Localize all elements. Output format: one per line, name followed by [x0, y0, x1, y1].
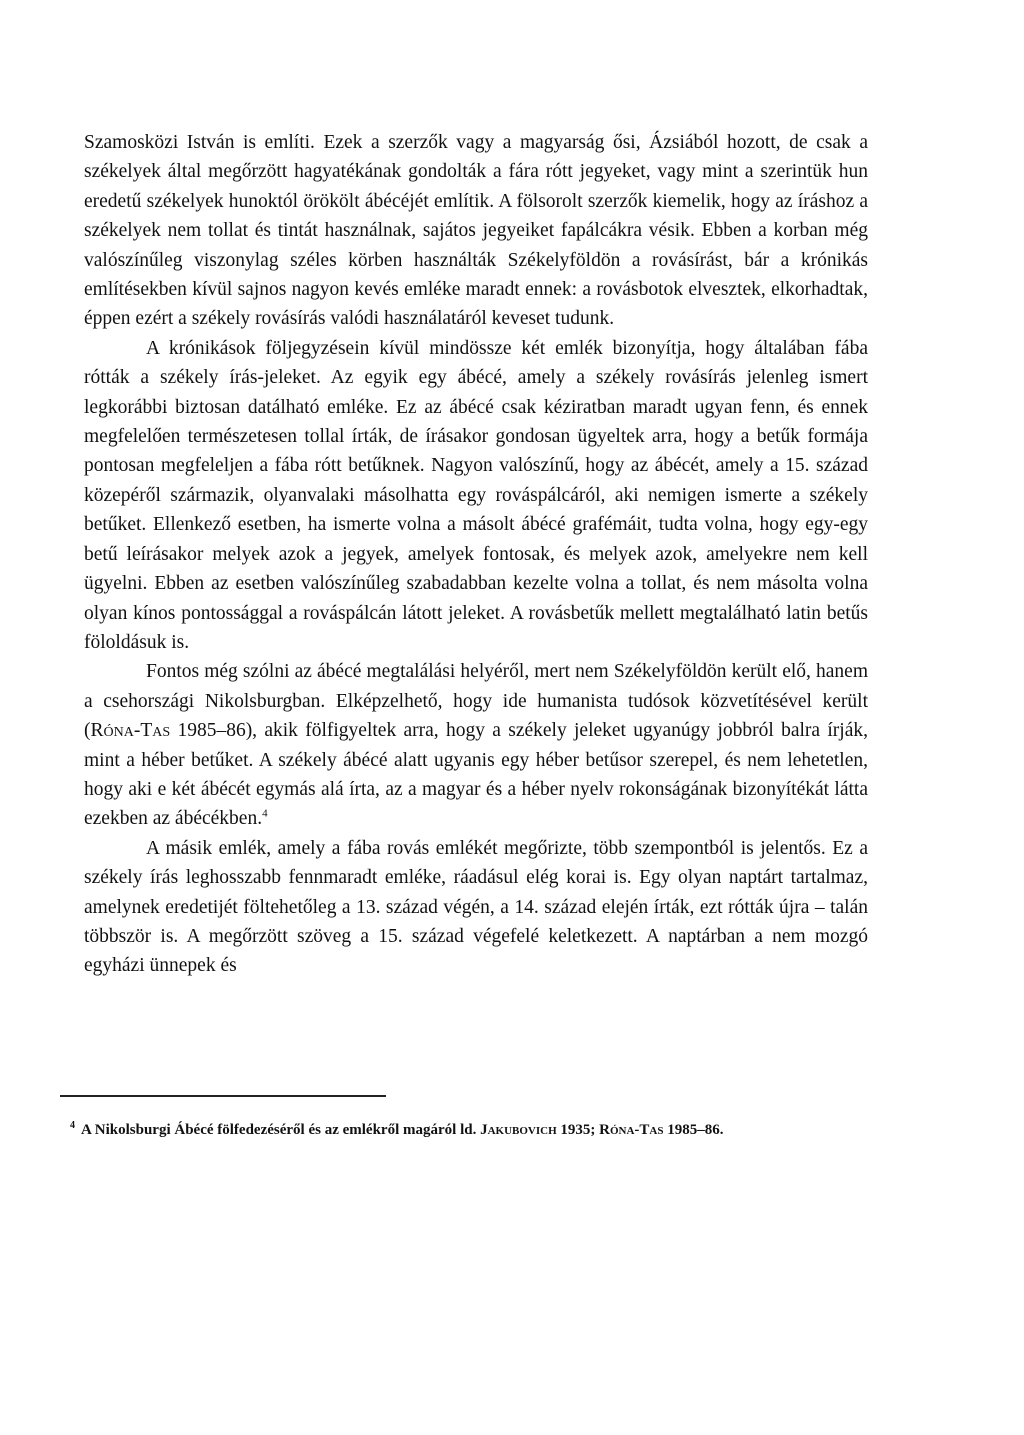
footnote-text-b: 1935; [556, 1122, 600, 1138]
paragraph-4: A másik emlék, amely a fába rovás emlékét megőrizte, több szempontból is jelentős. Ez a székely írás leghosszabb fennmaradt emléke, ráadásul elég korai is. Egy olyan naptárt tartalmaz, amelynek eredetijét föltehetőleg a 13. század végén, a 14. század elején írták, ezt rótták újra – talán többször is. A megőrzött szöveg a 15. század végefelé keletkezett. A naptárban a nem mozgó egyházi ünnepek és [84, 837, 868, 977]
footnote [70, 1118, 868, 1143]
footnote-text-c: 1985–86. [663, 1122, 724, 1138]
paragraph-1: Szamosközi István is említi. Ezek a szerzők vagy a magyarság ősi, Ázsiából hozott, de csak a székelyek által megőrzött hagyatékának gondolták a fára rótt jegyeket, vagy mint a szerintük hun eredetű székelyek hunoktól örökölt ábécéjét említik. A fölsorolt szerzők kiemelik, hogy az íráshoz a székelyek nem tollat és tintát használnak, sajátos jegyeiket fapálcákra vésik. Ebben a korban még valószínűleg viszonylag széles körben használták Székelyföldön a rovásírást, bár a krónikás említésekben kívül sajnos nagyon kevés emléke maradt ennek: a rovásbotok elvesztek, elkorhadtak, éppen ezért a székely rovásírás valódi használatáról keveset tudunk. [84, 132, 868, 330]
paragraph-2: A krónikások följegyzésein kívül mindössze két emlék bizonyítja, hogy általában fába rótták a székely írás-jeleket. Az egyik egy ábécé, amely a székely rovásírás jelenleg ismert legkorábbi biztosan datálható emléke. Ez az ábécé csak kéziratban maradt ugyan fenn, és ennek megfelelően természetesen tollal írták, de írásakor gondosan ügyeltek arra, hogy a betűk formája pontosan megfeleljen a fába rótt betűknek. Nagyon valószínű, hogy az ábécét, amely a 15. század közepéről származik, olyanvalaki másolhatta egy rováspálcáról, aki nemigen ismerte a székely betűket. Ellenkező esetben, ha ismerte volna a másolt ábécé grafémáit, tudta volna, hogy egy-egy betű leírásakor melyek azok a jegyek, amelyek fontosak, és melyek azok, amelyekre nem kell ügyelni. Ebben az esetben valószínűleg szabadabban kezelte volna a tollat, és nem másolta volna olyan kínos pontossággal a rováspálcán látott jeleket. A rovásbetűk mellett megtalálható latin betűs föloldásuk is. [84, 337, 868, 653]
footnote-reference[interactable]: 4 [262, 807, 268, 820]
paragraph-3-text-a: Fontos még szólni az ábécé megtalálási helyéről, mert nem Székelyföldön került elő, hanem a csehországi Nikolsburgban. Elképzelhető, hogy ide humanista tudósok közvetítésével került ( [84, 661, 868, 742]
footnote-separator [60, 1095, 386, 1097]
paragraph-3 [84, 657, 868, 833]
footnote-citation-2: Róna-Tas [599, 1122, 664, 1138]
footnote-citation-1: Jakubovich [480, 1122, 557, 1138]
citation-author: Róna-Tas [90, 720, 171, 742]
page-body [84, 128, 868, 981]
footnote-mark: 4 [70, 1120, 75, 1131]
paragraph-3-text-b: 1985–86), akik fölfigyeltek arra, hogy a székely jeleket ugyanúgy jobbról balra írják, mint a héber betűket. A székely ábécé alatt ugyanis egy héber betűsor szerepel, és nem lehetetlen, hogy aki e két ábécét egymás alá írta, az a magyar és a héber nyelv rokonságának bizonyítékát látta ezekben az ábécékben. [84, 720, 868, 830]
footnote-text-a: A Nikolsburgi Ábécé fölfedezéséről és az emlékről magáról ld. [81, 1122, 481, 1138]
